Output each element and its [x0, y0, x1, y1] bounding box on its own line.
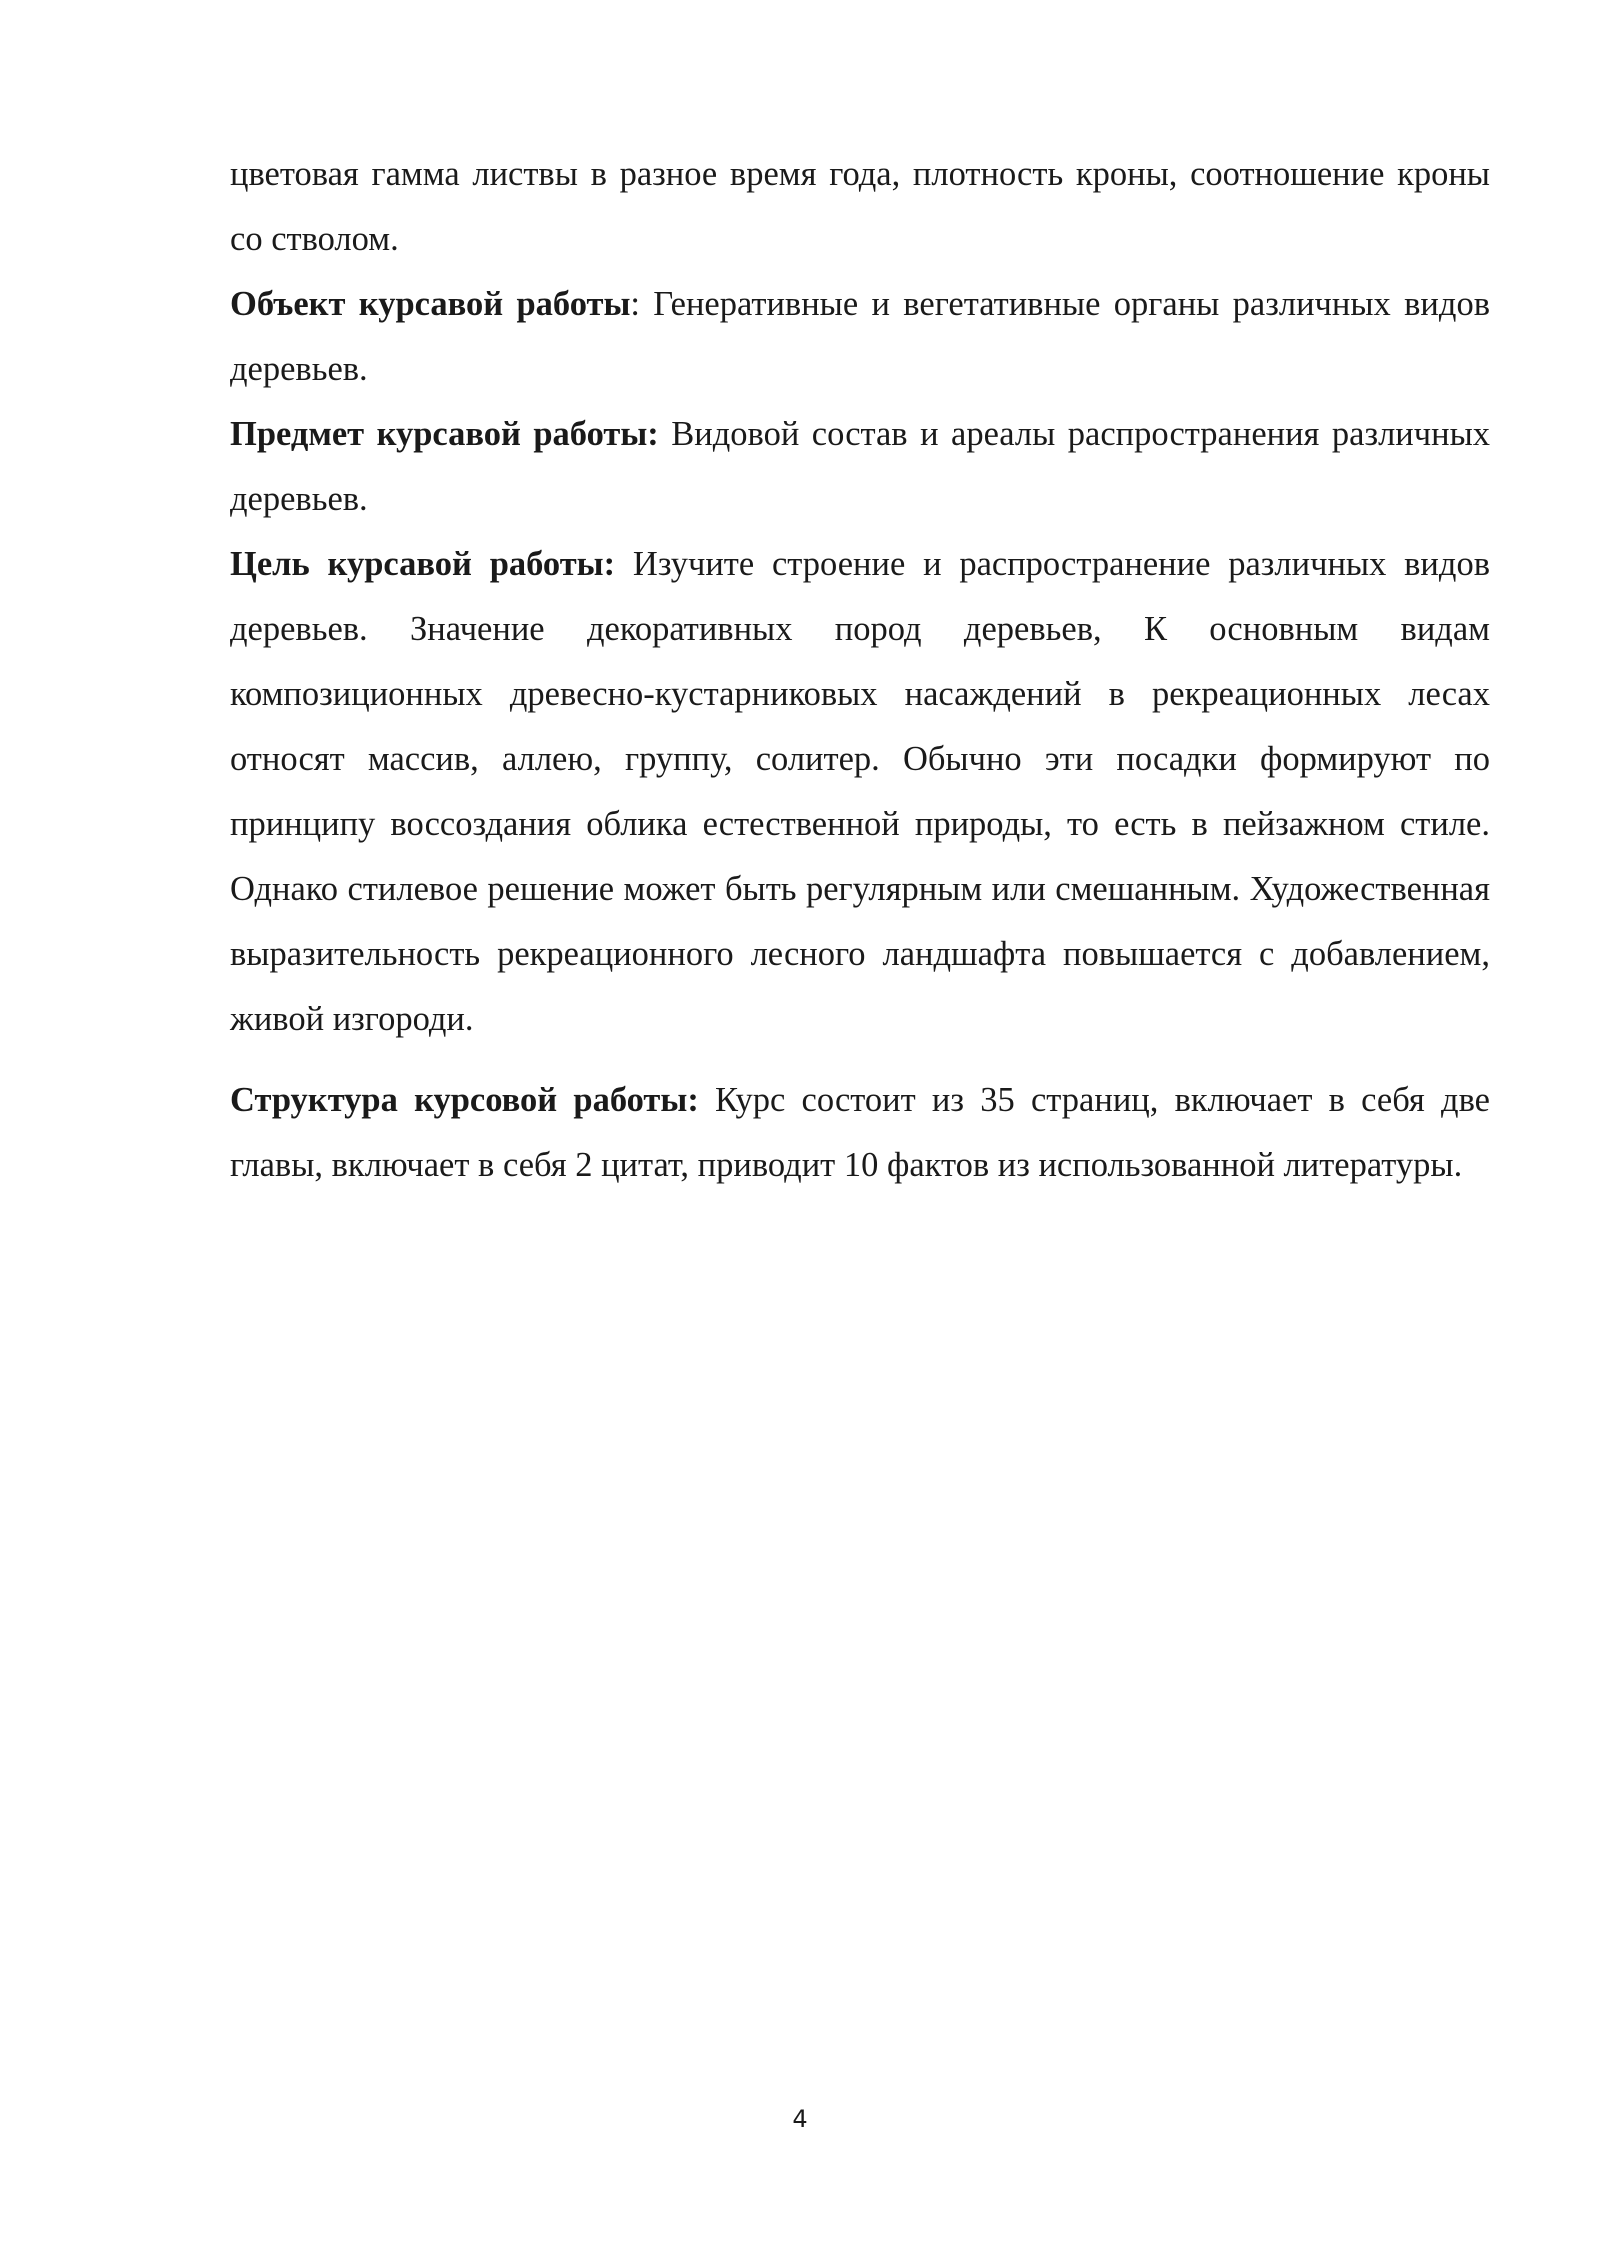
paragraph-text: цветовая гамма листвы в разное время года, плотность кроны, соотношение кроны со стволом.	[230, 155, 1490, 258]
paragraph-object	[230, 272, 1490, 402]
paragraph-leaf-description	[230, 142, 1490, 272]
paragraph-text: Курс состоит из 35 страниц, включает в себя две главы, включает в себя 2 цитат, приводит 10 фактов из использованной литературы.	[230, 1081, 1490, 1184]
document-body	[230, 142, 1490, 1198]
paragraph-label: Структура курсовой работы:	[230, 1081, 699, 1119]
paragraph-label: Объект курсавой работы	[230, 285, 631, 323]
paragraph-label: Цель курсавой работы:	[230, 545, 616, 583]
page-number: 4	[792, 2105, 808, 2133]
paragraph-label: Предмет курсавой работы:	[230, 415, 659, 453]
paragraph-subject	[230, 402, 1490, 532]
paragraph-text: : Генеративные и вегетативные органы различных видов деревьев.	[230, 285, 1490, 388]
paragraph-text: Видовой состав и ареалы распространения различных деревьев.	[230, 415, 1491, 518]
paragraph-text: Изучите строение и распространение различных видов деревьев. Значение декоративных пород деревьев, К основным видам композиционных древесно-кустарниковых насаждений в рекреационных лесах относят массив, аллею, группу, солитер. Обычно эти посадки формируют по принципу воссоздания облика естественной природы, то есть в пейзажном стиле. Однако стилевое решение может быть регулярным или смешанным. Художественная выразительность рекреационного лесного ландшафта повышается с добавлением, живой изгороди.	[230, 545, 1490, 1038]
paragraph-structure	[230, 1068, 1490, 1198]
paragraph-goal	[230, 532, 1490, 1052]
